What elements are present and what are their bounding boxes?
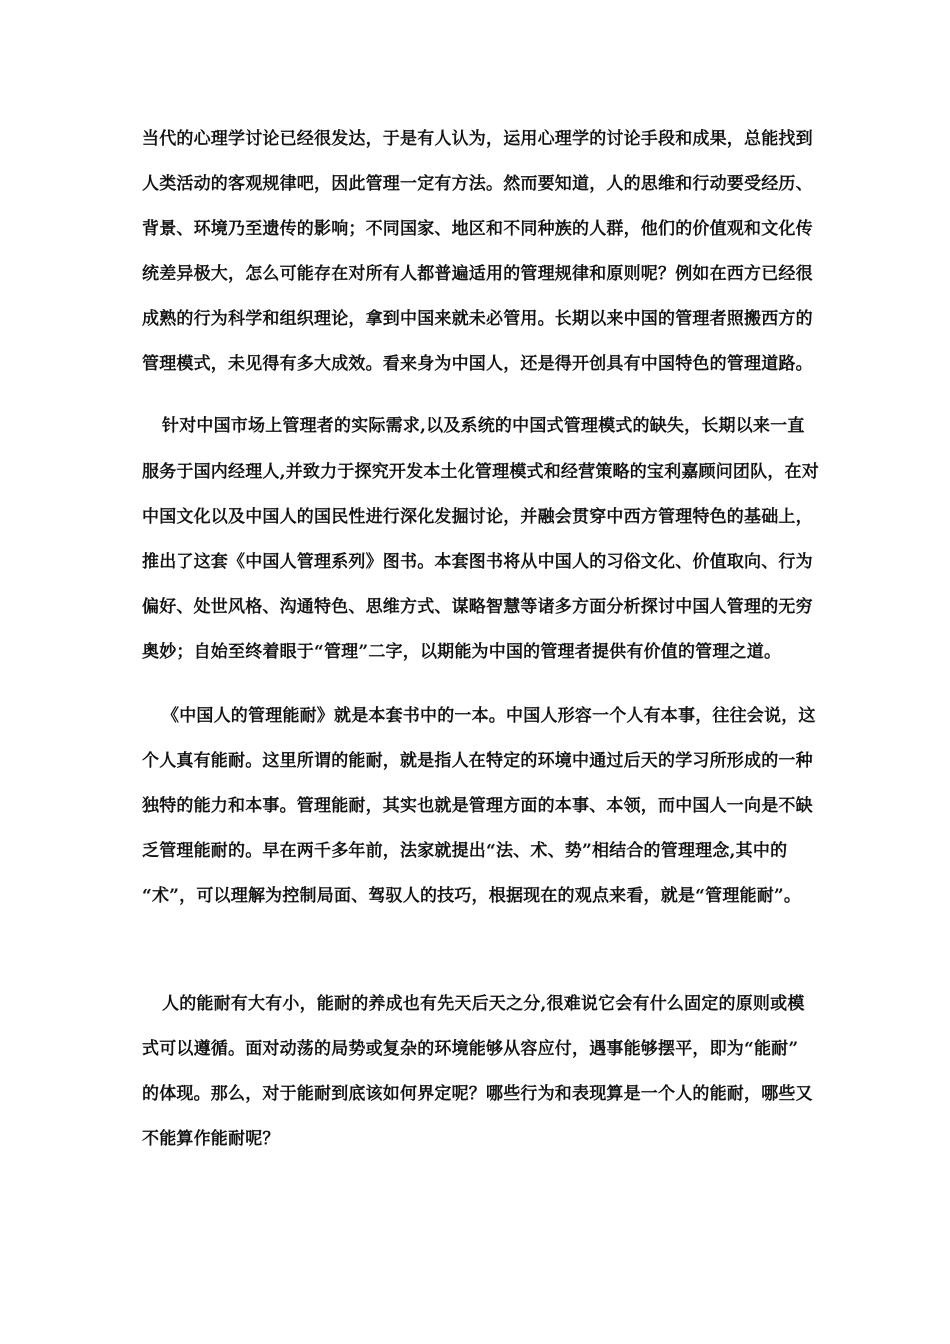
paragraph-2-line-5: 偏好、处世风格、沟通特色、思维方式、谋略智慧等诸多方面分析探讨中国人管理的无穷 [142,597,813,617]
paragraph-2-line-2: 服务于国内经理人,并致力于探究开发本土化管理模式和经营策略的宝利嘉顾问团队，在对 [142,462,819,482]
paragraph-3-line-2: 个人真有能耐。这里所谓的能耐，就是指人在特定的环境中通过后天的学习所形成的一种 [142,751,813,771]
paragraph-1-line-6: 管理模式，未见得有多大成效。看来身为中国人，还是得开创具有中国特色的管理道路。 [142,354,813,374]
paragraph-4-line-2: 式可以遵循。面对动荡的局势或复杂的环境能够从容应付，遇事能够摆平，即为“能耐” [142,1039,799,1059]
paragraph-1-line-2: 人类活动的客观规律吧，因此管理一定有方法。然而要知道，人的思维和行动要受经历、 [142,174,813,194]
paragraph-3-line-1: 《中国人的管理能耐》就是本套书中的一本。中国人形容一个人有本事，往往会说，这 [162,706,816,726]
paragraph-1-line-1: 当代的心理学讨论已经很发达，于是有人认为，运用心理学的讨论手段和成果，总能找到 [142,129,813,149]
paragraph-3-line-5: “术”，可以理解为控制局面、驾驭人的技巧，根据现在的观点来看，就是“管理能耐”。 [142,886,802,906]
paragraph-4-line-1: 人的能耐有大有小，能耐的养成也有先天后天之分,很难说它会有什么固定的原则或模 [162,994,805,1014]
paragraph-3-line-4: 乏管理能耐的。早在两千多年前，法家就提出“法、术、势”相结合的管理理念,其中的 [142,841,788,861]
paragraph-2-line-6: 奥妙；自始至终着眼于“管理”二字，以期能为中国的管理者提供有价值的管理之道。 [142,642,782,662]
paragraph-3-line-3: 独特的能力和本事。管理能耐，其实也就是管理方面的本事、本领，而中国人一向是不缺 [142,796,813,816]
paragraph-2-line-3: 中国文化以及中国人的国民性进行深化发掘讨论，并融会贯穿中西方管理特色的基础上， [142,507,813,527]
paragraph-2-line-1: 针对中国市场上管理者的实际需求,以及系统的中国式管理模式的缺失，长期以来一直 [162,416,805,436]
paragraph-1-line-5: 成熟的行为科学和组织理论，拿到中国来就未必管用。长期以来中国的管理者照搬西方的 [142,309,813,329]
paragraph-2-line-4: 推出了这套《中国人管理系列》图书。本套图书将从中国人的习俗文化、价值取向、行为 [142,552,813,572]
paragraph-4-line-4: 不能算作能耐呢？ [142,1129,280,1149]
paragraph-1-line-4: 统差异极大，怎么可能存在对所有人都普遍适用的管理规律和原则呢？例如在西方已经很 [142,264,813,284]
paragraph-1-line-3: 背景、环境乃至遗传的影响；不同国家、地区和不同种族的人群，他们的价值观和文化传 [142,219,813,239]
paragraph-4-line-3: 的体现。那么，对于能耐到底该如何界定呢？哪些行为和表现算是一个人的能耐，哪些又 [142,1084,813,1104]
